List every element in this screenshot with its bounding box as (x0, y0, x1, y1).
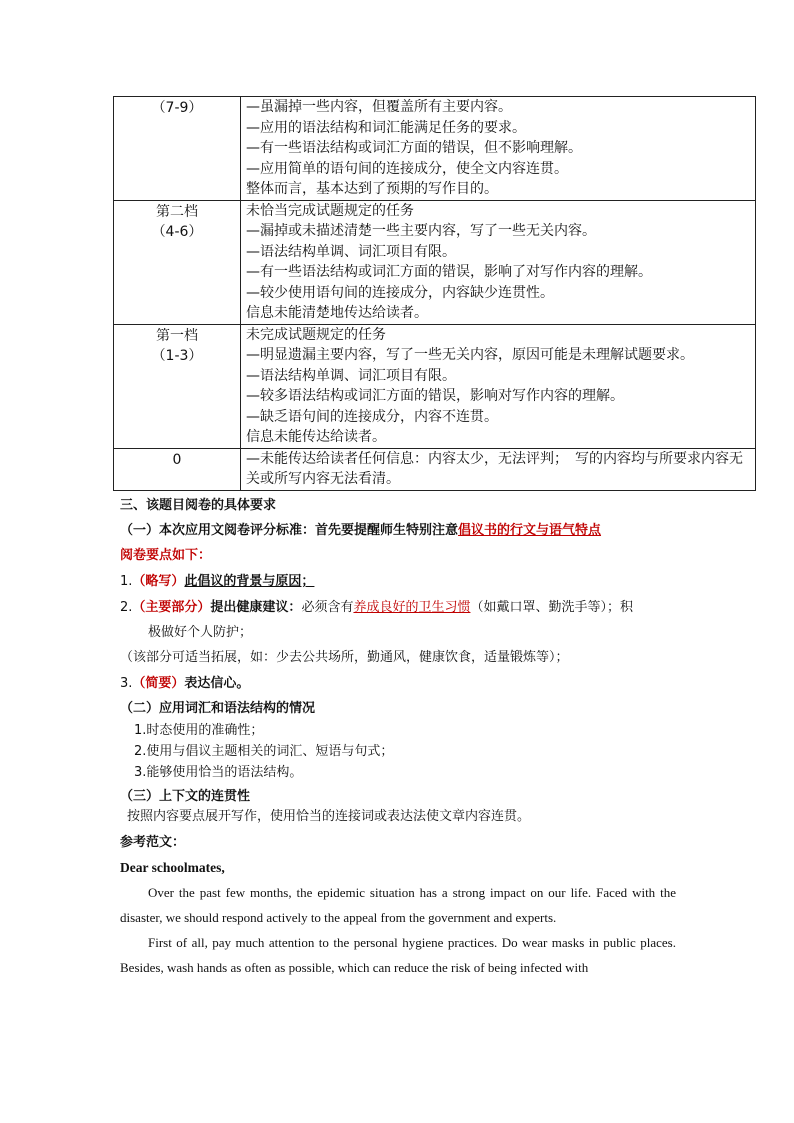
point-1-tag: （略写） (132, 574, 185, 589)
rubric-criterion: —应用的语法结构和词汇能满足任务的要求。 (246, 119, 526, 136)
rubric-criterion: 信息未能传达给读者。 (246, 429, 386, 445)
rubric-criterion: —虽漏掉一些内容，但覆盖所有主要内容。 (246, 99, 512, 115)
sample-essay (120, 855, 676, 980)
point-3-text: 表达信心。 (184, 676, 250, 691)
rubric-description-cell (241, 97, 756, 201)
rubric-criterion: 信息未能清楚地传达给读者。 (246, 305, 428, 321)
rubric-level-label: 第一档 (156, 327, 198, 344)
rubric-level-cell (114, 200, 241, 324)
rubric-criterion: —较少使用语句间的连接成分，内容缺少连贯性。 (246, 284, 554, 301)
point-2-lead: 提出健康建议： (210, 600, 302, 615)
rubric-level-cell (114, 97, 241, 201)
rubric-criterion: —有一些语法结构或词汇方面的错误，但不影响理解。 (246, 140, 582, 156)
point-1-text: 此倡议的背景与原因； (184, 574, 315, 589)
rubric-level-label: （7-9） (151, 100, 203, 116)
subsection-1-prefix: （一）本次应用文阅卷评分标准：首先要提醒师生特别注意 (120, 523, 459, 538)
rubric-criterion: —未能传达给读者任何信息：内容太少，无法评判； 写的内容均与所要求内容无关或所写内容无法看清。 (246, 450, 743, 487)
rubric-criterion: 未恰当完成试题规定的任务 (246, 202, 414, 219)
rubric-criterion: —较多语法结构或词汇方面的错误，影响对写作内容的理解。 (246, 388, 624, 404)
sample-essay-title: 参考范文： (120, 835, 186, 850)
rubric-criterion: —语法结构单调、词汇项目有限。 (246, 243, 456, 260)
subsection-2-item-2: 2.使用与倡议主题相关的词汇、短语与句式； (134, 744, 394, 759)
rubric-criterion: 未完成试题规定的任务 (246, 326, 386, 343)
subsection-1-heading (120, 522, 601, 540)
rubric-level-cell (114, 448, 241, 490)
subsection-2-heading: （二）应用词汇和语法结构的情况 (120, 701, 316, 716)
point-2-emphasis: 养成良好的卫生习惯 (353, 600, 471, 615)
rubric-level-cell (114, 324, 241, 448)
subsection-3-text: 按照内容要点展开写作，使用恰当的连接词或表达法使文章内容连贯。 (127, 809, 531, 824)
subsection-3-heading: （三）上下文的连贯性 (120, 789, 251, 804)
rubric-level-label: 第二档 (156, 203, 198, 220)
rubric-description-cell (241, 448, 756, 490)
point-2-tag: （主要部分） (132, 600, 211, 615)
rubric-level-label: （4-6） (151, 224, 203, 240)
point-2-continuation: 极做好个人防护； (148, 625, 253, 640)
point-2-number: 2. (120, 600, 133, 615)
rubric-criterion: —语法结构单调、词汇项目有限。 (246, 367, 456, 384)
rubric-criterion: —缺乏语句间的连接成分，内容不连贯。 (246, 408, 498, 425)
rubric-row (114, 97, 756, 201)
rubric-description-cell (241, 324, 756, 448)
essay-paragraph-2: First of all, pay much attention to the personal hygiene practices. Do wear masks in public places. Besides, wash hands as often as possible, which can reduce the risk of being infected with (120, 935, 676, 975)
rubric-criterion: —漏掉或未描述清楚一些主要内容，写了一些无关内容。 (246, 223, 596, 239)
point-3 (120, 675, 249, 693)
point-2-text: 必须含有 (301, 600, 354, 615)
point-2 (120, 599, 633, 617)
marking-points-title: 阅卷要点如下： (120, 548, 212, 563)
point-3-number: 3. (120, 676, 133, 691)
point-2-text-tail: （如戴口罩、勤洗手等）；积 (470, 600, 633, 615)
rubric-criterion: 整体而言，基本达到了预期的写作目的。 (246, 181, 498, 197)
point-1 (120, 573, 314, 591)
subsection-1-emphasis: 倡议书的行文与语气特点 (458, 523, 602, 538)
rubric-row (114, 324, 756, 448)
essay-salutation: Dear schoolmates, (120, 860, 225, 875)
rubric-criterion: —应用简单的语句间的连接成分，使全文内容连贯。 (246, 160, 568, 177)
rubric-level-label: （1-3） (151, 348, 203, 364)
scoring-rubric-table (113, 96, 756, 491)
essay-paragraph-1: Over the past few months, the epidemic situation has a strong impact on our life. Faced with the disaster, we should respond actively to the appeal from the government and experts. (120, 885, 676, 925)
subsection-2-item-1: 1.时态使用的准确性； (134, 723, 264, 738)
rubric-row (114, 448, 756, 490)
point-3-tag: （简要） (132, 676, 185, 691)
rubric-criterion: —有一些语法结构或词汇方面的错误，影响了对写作内容的理解。 (246, 264, 652, 280)
subsection-2-item-3: 3.能够使用恰当的语法结构。 (134, 765, 303, 780)
point-1-number: 1. (120, 574, 133, 589)
rubric-description-cell (241, 200, 756, 324)
rubric-criterion: —明显遗漏主要内容，写了一些无关内容，原因可能是未理解试题要求。 (246, 347, 694, 363)
rubric-level-label: 0 (172, 451, 182, 468)
point-2-note: （该部分可适当拓展，如：少去公共场所，勤通风，健康饮食，适量锻炼等）； (120, 650, 569, 665)
rubric-row (114, 200, 756, 324)
section-3-title: 三、该题目阅卷的具体要求 (120, 498, 277, 513)
